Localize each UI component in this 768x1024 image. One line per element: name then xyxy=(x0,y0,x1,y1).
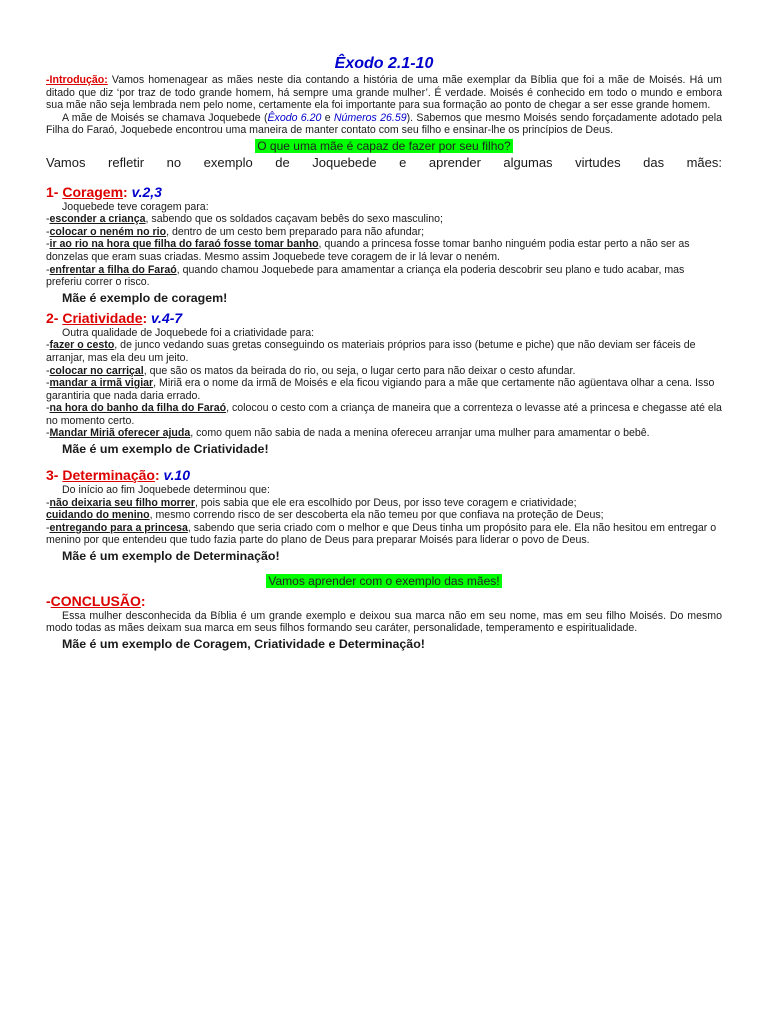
section-intro: Do início ao fim Joquebede determinou que: xyxy=(62,484,270,497)
list-item-keyphrase: fazer o cesto xyxy=(49,339,115,352)
highlight-closing: Vamos aprender com o exemplo das mães! xyxy=(268,574,500,589)
section-name: Determinação xyxy=(62,467,155,484)
section-colon: : xyxy=(154,467,164,484)
list-item-keyphrase: enfrentar a filha do Faraó xyxy=(49,263,177,276)
list-item-keyphrase: na hora do banho da filha do Faraó xyxy=(49,402,227,415)
list-item-keyphrase: entregando para a princesa xyxy=(49,521,188,534)
list-item xyxy=(46,365,722,378)
conclusion-label: CONCLUSÃO xyxy=(50,592,141,609)
section-items-coragem xyxy=(46,213,722,289)
conclusion-dash: - xyxy=(46,592,51,609)
list-item xyxy=(46,509,722,522)
section-verse-ref: v.2,3 xyxy=(131,183,162,200)
list-item-dash: - xyxy=(46,238,50,251)
intro-paragraph-2 xyxy=(46,112,722,137)
list-item-text: , que são os matos da beirada do rio, ou seja, o lugar certo para não deixar o cesto afundar. xyxy=(143,364,576,377)
list-item-text: , Miriã era o nome da irmã de Moisés e ela ficou vigiando para a mãe que certamente não agüentava olhar a cena. Isso garantiria que nada daria errado. xyxy=(46,377,715,402)
list-item-keyphrase: mandar a irmã vigiar xyxy=(49,377,154,390)
mae-statement-criatividade: Mãe é um exemplo de Criatividade! xyxy=(62,442,269,457)
conclusion-text: Essa mulher desconhecida da Bíblia é um grande exemplo e deixou sua marca não em seu nome, mas em seu filho Moisés. Do mesmo modo todas as mães deixam sua marca em seus filhos formando seu caráter, personalidade, temperamento e espiritualidade. xyxy=(46,609,722,635)
list-item-keyphrase: cuidando do menino xyxy=(46,509,150,522)
list-item-text: , pois sabia que ele era escolhido por Deus, por isso teve coragem e criatividade; xyxy=(194,496,577,509)
intro-paragraph xyxy=(46,74,722,112)
intro-text: Vamos homenagear as mães neste dia contando a história de uma mãe exemplar da Bíblia que foi a mãe de Moisés. Há um ditado que diz ‘por traz de todo grande homem, há sempre uma grande mulher’. É verdade. Moisés é conhecido em todo o mundo e embora sua mãe não seja lembrada nem pelo nome, certamente ela foi importante para sua formação ao ponto de chegar a ser esse grande homem. xyxy=(46,74,722,112)
document-title: Êxodo 2.1-10 xyxy=(334,55,434,72)
section-name: Coragem xyxy=(62,183,124,200)
section-heading-determinacao xyxy=(46,467,722,483)
list-item-keyphrase: Mandar Miriã oferecer ajuda xyxy=(49,427,191,440)
list-item xyxy=(46,264,722,289)
list-item-text: , de junco vedando suas gretas conseguindo os materiais próprios para isso (betume e piche) que não deviam ser fáceis de arranjar, mas ela deu um jeito. xyxy=(46,339,696,364)
list-item-keyphrase: não deixaria seu filho morrer xyxy=(49,496,195,509)
section-name: Criatividade xyxy=(62,309,143,326)
list-item-dash: - xyxy=(46,339,50,352)
list-item-keyphrase: colocar no carriçal xyxy=(49,364,144,377)
section-heading-criatividade xyxy=(46,310,722,326)
list-item xyxy=(46,238,722,263)
list-item-dash: - xyxy=(46,427,50,440)
list-item xyxy=(46,402,722,427)
section-number: 2- xyxy=(46,309,63,326)
highlight-question: O que uma mãe é capaz de fazer por seu filho? xyxy=(257,138,511,153)
list-item-keyphrase: ir ao rio na hora que filha do faraó fosse tomar banho xyxy=(49,238,319,251)
reference-exodo: Êxodo 6.20 xyxy=(267,111,322,124)
list-item-text: , sabendo que os soldados caçavam bebês do sexo masculino; xyxy=(145,213,443,226)
mae-statement-coragem: Mãe é exemplo de coragem! xyxy=(62,290,228,305)
reference-numeros: Números 26.59 xyxy=(333,111,407,124)
mae-statement-determinacao: Mãe é um exemplo de Determinação! xyxy=(62,549,280,564)
section-items-determinacao xyxy=(46,497,722,547)
list-item-text: , como quem não sabia de nada a menina ofereceu arranjar uma mulher para amamentar o bebê. xyxy=(190,427,650,440)
section-colon: : xyxy=(142,309,152,326)
section-number: 3- xyxy=(46,467,63,484)
highlight-closing-wrap xyxy=(46,574,722,589)
list-item-text: , quando a princesa fosse tomar banho ninguém podia estar perto a não ser as donzelas que eram suas criadas. Mesmo assim Joquebede teve coragem de ir lá levar o neném. xyxy=(46,238,690,263)
section-number: 1- xyxy=(46,183,63,200)
list-item-text: , colocou o cesto com a criança de maneira que a correnteza o levasse até a princesa e chegasse até ela no momento certo. xyxy=(46,402,722,427)
list-item-keyphrase: esconder a criança xyxy=(49,213,146,226)
section-items-criatividade xyxy=(46,339,722,440)
conclusion-colon: : xyxy=(140,592,146,609)
list-item-dash: - xyxy=(46,496,50,509)
section-heading-coragem xyxy=(46,184,722,200)
list-item-dash: - xyxy=(46,377,50,390)
list-item xyxy=(46,213,722,226)
list-item-text: , quando chamou Joquebede para amamentar a criança ela poderia descobrir seu plano e tudo acabar, mas preferiu correr o risco. xyxy=(46,263,685,289)
list-item xyxy=(46,226,722,239)
list-item-dash: - xyxy=(46,521,50,534)
list-item xyxy=(46,522,722,547)
list-item-text: , mesmo correndo risco de ser descoberta ela não temeu por que confiava na proteção de Deus; xyxy=(149,509,604,522)
list-item-dash: - xyxy=(46,402,50,415)
list-item xyxy=(46,377,722,402)
list-item-text: , sabendo que seria criado com o melhor e que Deus tinha um propósito para ele. Ela não hesitou em entregar o menino por que entendeu que tudo fazia parte do plano de Deus para preparar Moisés para liderar o povo de Deus. xyxy=(46,521,717,547)
conclusion-heading xyxy=(46,593,722,609)
section-intro: Outra qualidade de Joquebede foi a criatividade para: xyxy=(62,326,315,339)
mae-statement-final: Mãe é um exemplo de Coragem, Criatividade e Determinação! xyxy=(62,636,425,651)
list-item-dash: - xyxy=(46,225,50,238)
section-verse-ref: v.4-7 xyxy=(151,309,183,326)
section-verse-ref: v.10 xyxy=(163,467,190,484)
reflect-line: Vamos refletir no exemplo de Joquebede e aprender algumas virtudes das mães: xyxy=(46,154,722,170)
section-intro: Joquebede teve coragem para: xyxy=(62,200,209,213)
intro-label: -Introdução: xyxy=(46,74,108,86)
list-item-dash: - xyxy=(46,263,50,276)
list-item-dash: - xyxy=(46,213,50,226)
list-item xyxy=(46,339,722,364)
intro-p2-text-a: A mãe de Moisés se chamava Joquebede ( xyxy=(62,111,268,124)
document-page xyxy=(46,55,722,652)
list-item xyxy=(46,427,722,440)
intro-p2-text-c: ). Sabemos que mesmo Moisés sendo forçadamente adotado pela Filha do Faraó, Joquebede encontrou uma maneira de manter contato com seu filho e ensinar-lhe os princípios de Deus. xyxy=(46,111,722,137)
highlight-question-wrap xyxy=(46,139,722,154)
intro-p2-text-b: e xyxy=(321,111,334,124)
list-item-keyphrase: colocar o neném no rio xyxy=(49,225,167,238)
list-item xyxy=(46,497,722,510)
section-colon: : xyxy=(123,183,132,200)
list-item-text: , dentro de um cesto bem preparado para não afundar; xyxy=(166,225,425,238)
list-item-dash: - xyxy=(46,364,50,377)
